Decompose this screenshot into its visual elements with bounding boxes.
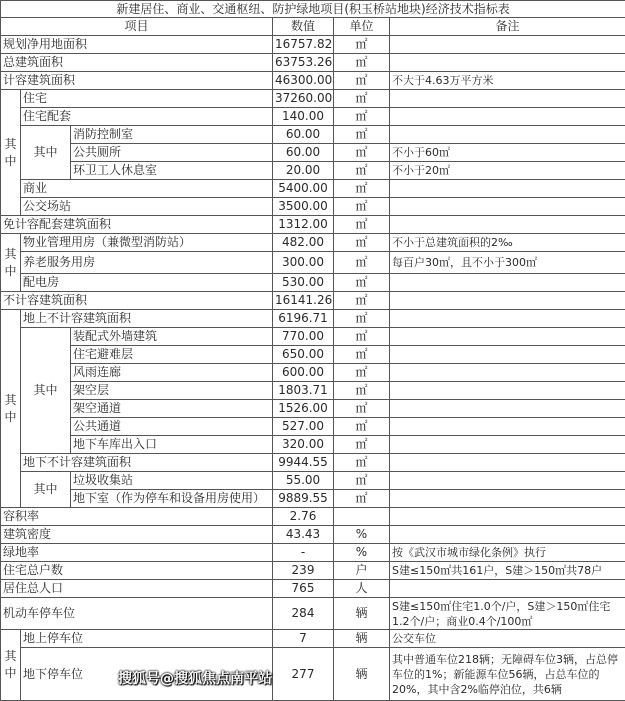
item-value: 300.00 [273, 252, 334, 274]
item-unit: ㎡ [334, 382, 390, 400]
item-value: 55.00 [273, 472, 334, 490]
table-row [1, 630, 625, 648]
watermark: 搜狐号@搜狐焦点南平站 [118, 668, 272, 688]
item-note [390, 472, 625, 490]
table-row [1, 526, 625, 544]
item-value: 37260.00 [273, 90, 334, 108]
item-value: 46300.00 [273, 72, 334, 90]
item-unit [334, 508, 390, 526]
item-note [390, 400, 625, 418]
item-unit: 户 [334, 562, 390, 580]
item-label: 绿地率 [1, 544, 273, 562]
item-unit: ㎡ [334, 180, 390, 198]
item-value: 650.00 [273, 346, 334, 364]
item-note [390, 292, 625, 310]
group-label: 其中 [1, 234, 21, 292]
item-value: 770.00 [273, 328, 334, 346]
item-unit: ㎡ [334, 328, 390, 346]
item-label: 环卫工人休息室 [71, 162, 273, 180]
table-row [1, 198, 625, 216]
item-value: 63753.26 [273, 54, 334, 72]
item-value: 16757.82 [273, 36, 334, 54]
item-label: 地上不计容建筑面积 [21, 310, 273, 328]
item-note [390, 580, 625, 598]
item-note [390, 108, 625, 126]
item-value: 5400.00 [273, 180, 334, 198]
item-note [390, 180, 625, 198]
item-unit: ㎡ [334, 126, 390, 144]
group-label: 其中 [1, 630, 21, 701]
item-label: 地下室（作为停车和设备用房使用） [71, 490, 273, 508]
item-value: 600.00 [273, 364, 334, 382]
item-unit: ㎡ [334, 310, 390, 328]
item-unit: ㎡ [334, 72, 390, 90]
item-unit: ㎡ [334, 90, 390, 108]
item-note [390, 436, 625, 454]
item-label: 住宅总户数 [1, 562, 273, 580]
group-label: 其中 [21, 472, 71, 508]
table-row [1, 162, 625, 180]
item-label: 计容建筑面积 [1, 72, 273, 90]
table-row [1, 544, 625, 562]
table-row [1, 436, 625, 454]
item-note [390, 274, 625, 292]
item-label: 规划净用地面积 [1, 36, 273, 54]
item-note [390, 126, 625, 144]
item-label: 总建筑面积 [1, 54, 273, 72]
group-label: 其中 [1, 90, 21, 216]
item-value: 277 [273, 648, 334, 701]
item-note [390, 346, 625, 364]
item-value: 7 [273, 630, 334, 648]
header-row [1, 18, 625, 36]
table-row [1, 346, 625, 364]
item-label: 地下不计容建筑面积 [21, 454, 273, 472]
item-note [390, 90, 625, 108]
item-value: - [273, 544, 334, 562]
item-note [390, 508, 625, 526]
item-note [390, 454, 625, 472]
item-label: 地上停车位 [21, 630, 273, 648]
item-note [390, 364, 625, 382]
item-value: 43.43 [273, 526, 334, 544]
item-note [390, 418, 625, 436]
item-label: 建筑密度 [1, 526, 273, 544]
table-row [1, 580, 625, 598]
item-label: 养老服务用房 [21, 252, 273, 274]
item-unit: ㎡ [334, 234, 390, 252]
item-value: 3500.00 [273, 198, 334, 216]
table-row [1, 598, 625, 630]
item-unit: ㎡ [334, 252, 390, 274]
table-row [1, 126, 625, 144]
item-unit: 辆 [334, 648, 390, 701]
item-label: 公共厕所 [71, 144, 273, 162]
table-row [1, 180, 625, 198]
table-row [1, 364, 625, 382]
item-value: 765 [273, 580, 334, 598]
table-row [1, 36, 625, 54]
item-note: 不大于4.63万平方米 [390, 72, 625, 90]
item-value: 284 [273, 598, 334, 630]
item-unit: ㎡ [334, 490, 390, 508]
item-note [390, 216, 625, 234]
item-value: 320.00 [273, 436, 334, 454]
table-row [1, 454, 625, 472]
item-value: 20.00 [273, 162, 334, 180]
item-note: 按《武汉市城市绿化条例》执行 [390, 544, 625, 562]
item-label: 架空通道 [71, 400, 273, 418]
item-label: 住宅避难层 [71, 346, 273, 364]
table-row [1, 490, 625, 508]
item-label: 地下车库出入口 [71, 436, 273, 454]
item-label: 物业管理用房（兼微型消防站） [21, 234, 273, 252]
item-value: 1312.00 [273, 216, 334, 234]
header-unit: 单位 [334, 18, 390, 36]
item-label: 地下停车位 [21, 648, 273, 701]
item-label: 架空层 [71, 382, 273, 400]
group-label: 其中 [1, 310, 21, 508]
table-row [1, 108, 625, 126]
table-row [1, 648, 625, 701]
table-row [1, 328, 625, 346]
item-unit: ㎡ [334, 36, 390, 54]
item-note: S建≤150㎡住宅1.0个/户，S建＞150㎡住宅1.2个/户；商业0.4个/100㎡ [390, 598, 625, 630]
item-unit: ㎡ [334, 400, 390, 418]
header-note: 备注 [390, 18, 625, 36]
item-note: 不小于60㎡ [390, 144, 625, 162]
item-label: 装配式外墙建筑 [71, 328, 273, 346]
table-row [1, 72, 625, 90]
table-row [1, 90, 625, 108]
item-note: 每百户30㎡，且不小于300㎡ [390, 252, 625, 274]
group-label: 其中 [21, 328, 71, 454]
item-label: 机动车停车位 [1, 598, 273, 630]
item-value: 60.00 [273, 126, 334, 144]
item-label: 公交场站 [21, 198, 273, 216]
item-value: 9889.55 [273, 490, 334, 508]
item-label: 住宅配套 [21, 108, 273, 126]
item-note [390, 310, 625, 328]
item-unit: ㎡ [334, 198, 390, 216]
item-label: 公共通道 [71, 418, 273, 436]
header-item: 项目 [1, 18, 273, 36]
item-unit: ㎡ [334, 108, 390, 126]
item-note: 不小于总建筑面积的2‰ [390, 234, 625, 252]
item-value: 140.00 [273, 108, 334, 126]
item-note [390, 382, 625, 400]
table-row [1, 382, 625, 400]
item-value: 482.00 [273, 234, 334, 252]
item-label: 住宅 [21, 90, 273, 108]
item-value: 527.00 [273, 418, 334, 436]
item-value: 1526.00 [273, 400, 334, 418]
item-unit: ㎡ [334, 274, 390, 292]
item-label: 配电房 [21, 274, 273, 292]
item-unit: ㎡ [334, 144, 390, 162]
item-note [390, 328, 625, 346]
item-label: 容积率 [1, 508, 273, 526]
table-title: 新建居住、商业、交通枢纽、防护绿地项目(积玉桥站地块)经济技术指标表 [1, 1, 625, 18]
table-row [1, 216, 625, 234]
table-row [1, 144, 625, 162]
item-unit: ㎡ [334, 364, 390, 382]
table-row [1, 274, 625, 292]
item-note: 公交车位 [390, 630, 625, 648]
item-value: 239 [273, 562, 334, 580]
item-unit: ㎡ [334, 162, 390, 180]
table-row [1, 400, 625, 418]
item-label: 消防控制室 [71, 126, 273, 144]
item-unit: 辆 [334, 598, 390, 630]
item-value: 1803.71 [273, 382, 334, 400]
item-note [390, 490, 625, 508]
item-note: 其中普通车位218辆；无障碍车位3辆，占总停车位的1%；新能源车位56辆，占总车位的20%，其中含2%临停泊位，共6辆 [390, 648, 625, 701]
item-unit: % [334, 544, 390, 562]
item-label: 免计容配套建筑面积 [1, 216, 273, 234]
item-label: 商业 [21, 180, 273, 198]
item-unit: ㎡ [334, 418, 390, 436]
header-value: 数值 [273, 18, 334, 36]
table-row [1, 252, 625, 274]
item-label: 垃圾收集站 [71, 472, 273, 490]
table-row [1, 472, 625, 490]
item-unit: ㎡ [334, 292, 390, 310]
item-value: 6196.71 [273, 310, 334, 328]
table-row [1, 562, 625, 580]
group-label: 其中 [21, 126, 71, 180]
item-note [390, 198, 625, 216]
item-value: 9944.55 [273, 454, 334, 472]
table-row [1, 54, 625, 72]
item-value: 530.00 [273, 274, 334, 292]
item-note [390, 54, 625, 72]
item-value: 2.76 [273, 508, 334, 526]
item-note: S建≤150㎡共161户，S建＞150㎡共78户 [390, 562, 625, 580]
item-unit: ㎡ [334, 54, 390, 72]
item-value: 60.00 [273, 144, 334, 162]
item-label: 风雨连廊 [71, 364, 273, 382]
item-unit: % [334, 526, 390, 544]
table-row [1, 310, 625, 328]
item-unit: ㎡ [334, 472, 390, 490]
item-unit: ㎡ [334, 346, 390, 364]
item-unit: ㎡ [334, 216, 390, 234]
item-label: 不计容建筑面积 [1, 292, 273, 310]
item-note: 不小于20㎡ [390, 162, 625, 180]
item-unit: 人 [334, 580, 390, 598]
item-unit: 辆 [334, 630, 390, 648]
item-label: 居住总人口 [1, 580, 273, 598]
table-row [1, 292, 625, 310]
item-unit: ㎡ [334, 436, 390, 454]
table-row [1, 234, 625, 252]
item-note [390, 36, 625, 54]
item-value: 16141.26 [273, 292, 334, 310]
item-unit: ㎡ [334, 454, 390, 472]
table-row [1, 508, 625, 526]
item-note [390, 526, 625, 544]
table-row [1, 418, 625, 436]
